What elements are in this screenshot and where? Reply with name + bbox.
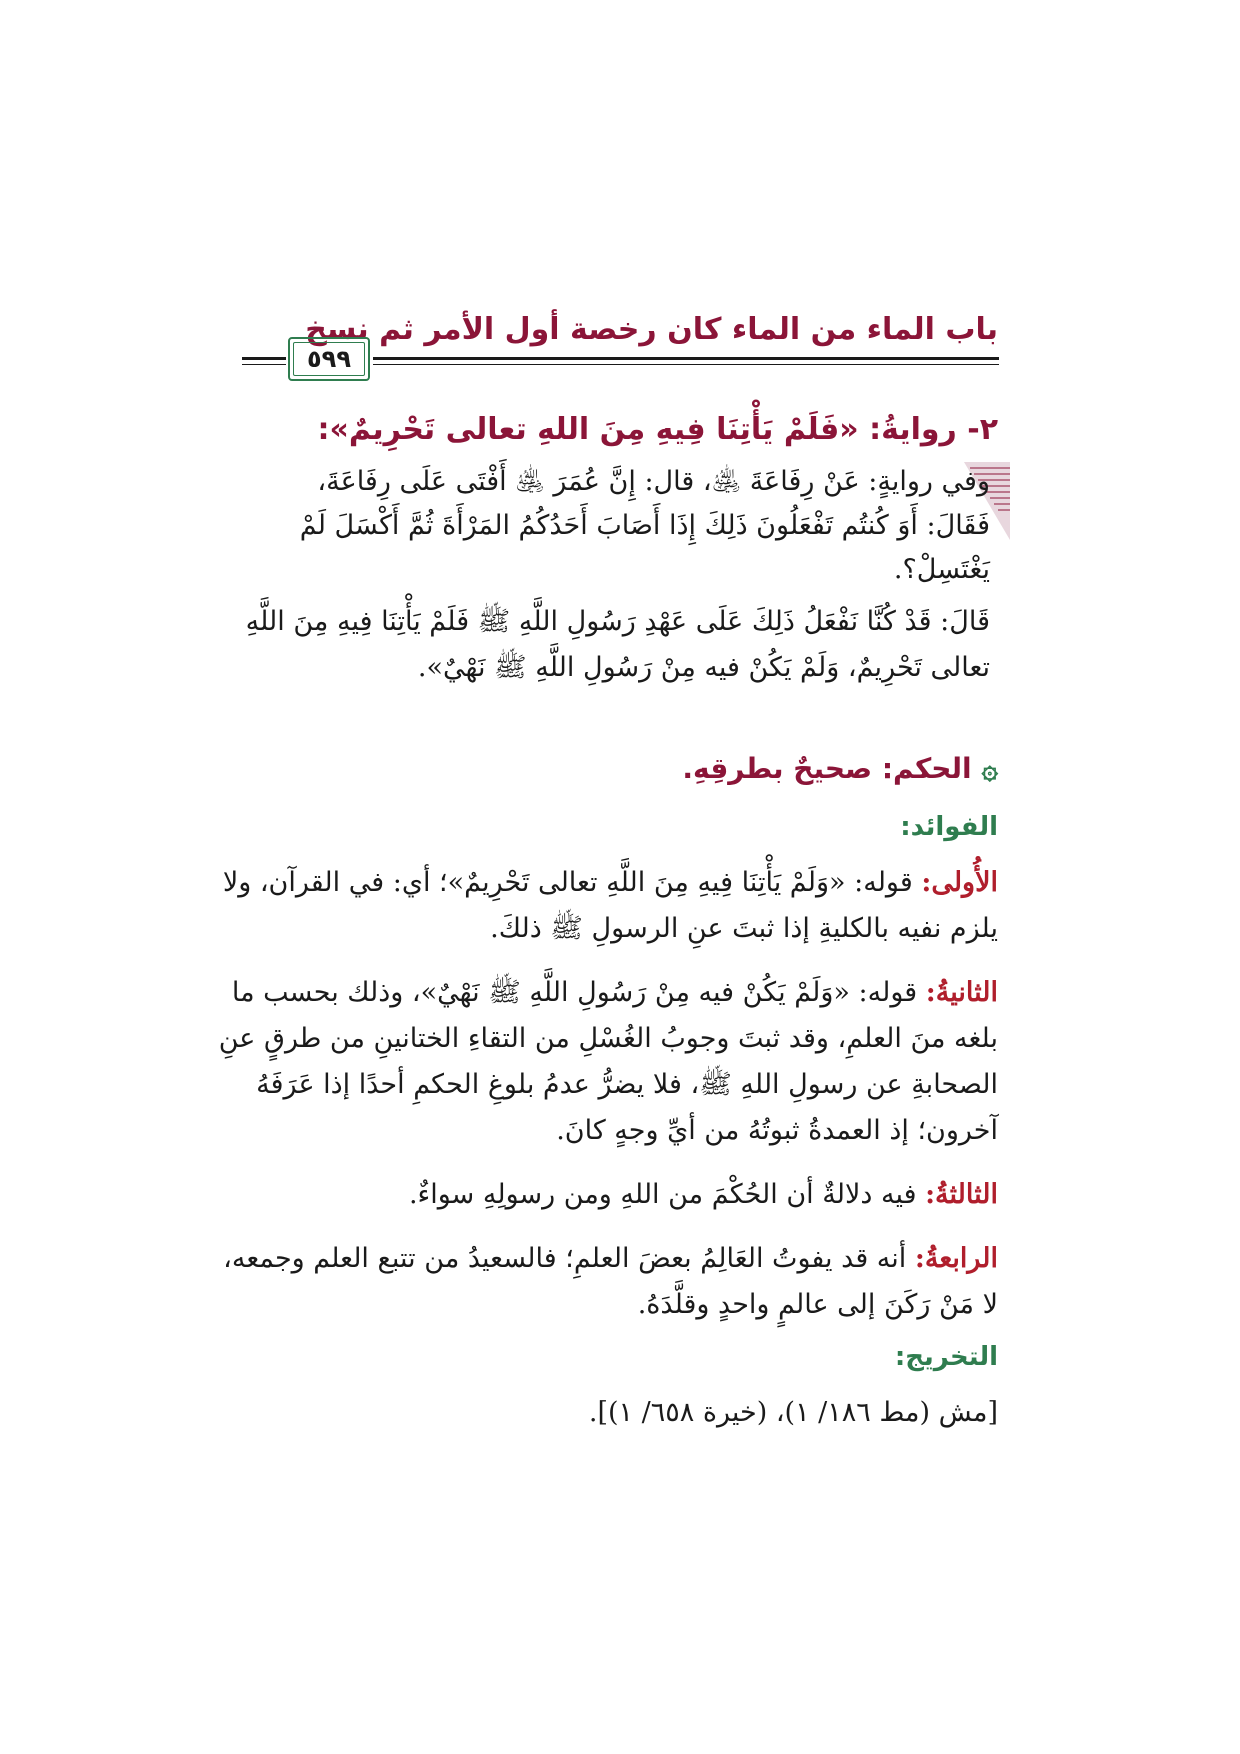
header-rule-left-thin [242,364,286,365]
ornament-icon: ۞ [981,752,998,785]
benefit-label: الثانيةُ: [925,977,998,1008]
takhrij-heading: التخريج: [894,1342,998,1372]
ruling-text: الحكم: صحيحٌ بطرقِهِ. [682,752,972,785]
header-rule-thin [373,364,999,365]
header-rule [373,357,999,360]
page-number: ٥٩٩ [307,345,351,373]
takhrij-text: [مش (مط ١٨٦/ ١)، (خيرة ٦٥٨/ ١)]. [588,1397,998,1428]
benefit-text: قوله: «وَلَمْ يَأْتِنَا فِيهِ مِنَ اللَّهِ تعالى تَحْرِيمٌ»؛ أي: في القرآن، ولا [222,867,922,898]
benefit-second-line-1 [232,972,998,1014]
page-number-frame [288,337,370,381]
narration-line-2: فَقَالَ: أَوَ كُنتُم تَفْعَلُونَ ذَلِكَ إِذَا أَصَابَ أَحَدُكُمُ المَرْأَةَ ثُمَّ أَكْسَلَ لَمْ [299,510,990,541]
benefit-second-line-2: بلغه منَ العلمِ، وقد ثبتَ وجوبُ الغُسْلِ من التقاءِ الختانينِ من طرقٍ عنِ [218,1023,998,1054]
benefit-second-line-3: الصحابةِ عن رسولِ اللهِ ﷺ، فلا يضرُّ عدمُ بلوغِ الحكمِ أحدًا إذا عَرَفَهُ [256,1069,998,1100]
benefit-label: الرابعةُ: [914,1243,998,1274]
benefit-fourth-line-2: لا مَنْ رَكَنَ إلى عالمٍ واحدٍ وقلَّدَهُ. [637,1289,998,1320]
benefit-text: قوله: «وَلَمْ يَكُنْ فيه مِنْ رَسُولِ اللَّهِ ﷺ نَهْيٌ»، وذلك بحسب ما [231,977,926,1008]
benefit-first-line-2: يلزم نفيه بالكليةِ إذا ثبتَ عنِ الرسولِ ﷺ ذلكَ. [490,913,998,944]
narration-line-5: تعالى تَحْرِيمٌ، وَلَمْ يَكُنْ فيه مِنْ رَسُولِ اللَّهِ ﷺ نَهْيٌ». [417,652,990,683]
narration-line-3: يَغْتَسِلْ؟. [893,554,990,585]
benefits-heading: الفوائد: [900,812,998,842]
ruling [682,752,998,785]
section-heading: ٢- روايةُ: «فَلَمْ يَأْتِنَا فِيهِ مِنَ اللهِ تعالى تَحْرِيمٌ»: [317,412,998,447]
benefit-text: أنه قد يفوتُ العَالِمُ بعضَ العلمِ؛ فالسعيدُ من تتبع العلم وجمعه، [223,1243,915,1274]
running-title: باب الماء من الماء كان رخصة أول الأمر ثم نسخ [305,312,998,347]
narration-line-1: وفي روايةٍ: عَنْ رِفَاعَةَ ﵁، قال: إِنَّ عُمَرَ ﵁ أَفْتَى عَلَى رِفَاعَةَ، [317,466,990,497]
benefit-first-line-1 [223,862,998,904]
narration-block [242,462,998,762]
benefit-fourth-line-1 [223,1238,998,1280]
benefit-label: الأُولى: [921,867,998,898]
benefit-second-line-4: آخرون؛ إذ العمدةُ ثبوتُهُ من أيِّ وجهٍ كانَ. [556,1115,998,1146]
benefit-text: فيه دلالةٌ أن الحُكْمَ من اللهِ ومن رسولِهِ سواءٌ. [408,1179,926,1210]
benefit-third-line-1 [409,1174,998,1216]
header-rule-left [242,357,286,360]
benefit-label: الثالثةُ: [925,1179,998,1210]
narration-line-4: قَالَ: قَدْ كُنَّا نَفْعَلُ ذَلِكَ عَلَى عَهْدِ رَسُولِ اللَّهِ ﷺ فَلَمْ يَأْتِنَا فِيهِ مِنَ اللَّهِ [245,606,990,637]
